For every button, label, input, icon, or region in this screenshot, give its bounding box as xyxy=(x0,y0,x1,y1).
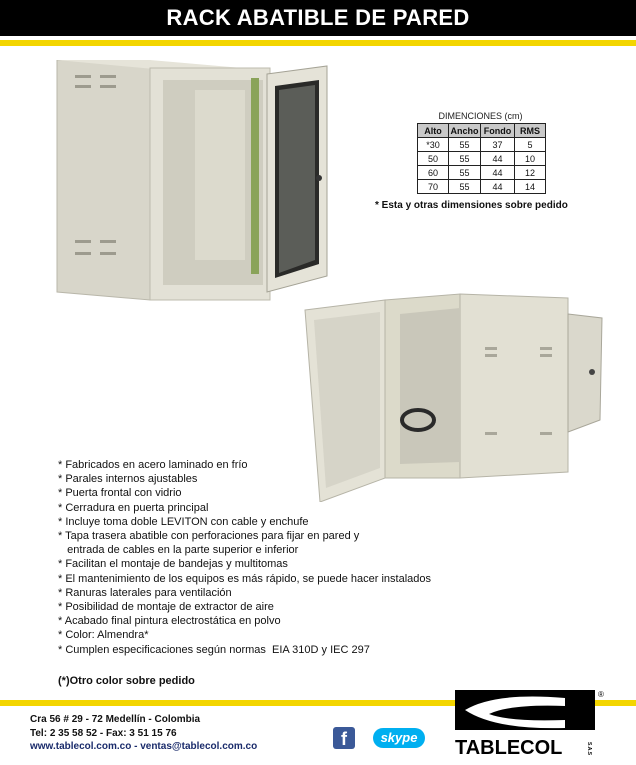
facebook-icon[interactable]: f xyxy=(333,727,355,749)
table-cell: 12 xyxy=(515,166,546,180)
list-item: * Facilitan el montaje de bandejas y multitomas xyxy=(58,558,288,571)
table-cell: 14 xyxy=(515,180,546,194)
logo-text: TABLECOL xyxy=(455,737,563,759)
list-item: * Cerradura en puerta principal xyxy=(58,501,209,514)
table-cell: 10 xyxy=(515,152,546,166)
table-cell: 5 xyxy=(515,138,546,152)
registered-mark: ® xyxy=(598,690,604,699)
logo-suffix: S.A.S xyxy=(586,742,592,756)
column-header-ancho: Ancho xyxy=(450,125,479,136)
page-title: RACK ABATIBLE DE PARED xyxy=(166,5,470,30)
column-header-rms: RMS xyxy=(515,124,546,138)
table-row xyxy=(418,138,546,152)
skype-icon[interactable]: skype xyxy=(373,728,425,748)
list-item: * Puerta frontal con vidrio xyxy=(58,487,182,500)
web-email-link[interactable]: www.tablecol.com.co - ventas@tablecol.com.co xyxy=(30,741,258,752)
list-item: * Color: Almendra* xyxy=(58,629,149,642)
list-item: * Tapa trasera abatible con perforaciones para fijar en pared y xyxy=(58,530,360,543)
dimensions-table xyxy=(417,123,546,194)
table-cell: 37 xyxy=(481,138,515,152)
list-item: * Parales internos ajustables xyxy=(58,473,198,486)
table-cell: 44 xyxy=(481,166,515,180)
column-header-fondo: Fondo xyxy=(481,124,515,138)
table-cell: 44 xyxy=(481,180,515,194)
table-cell: 44 xyxy=(481,152,515,166)
address: Cra 56 # 29 - 72 Medellín - Colombia xyxy=(30,714,201,725)
phones: Tel: 2 35 58 52 - Fax: 3 51 15 76 xyxy=(30,727,177,739)
features-list xyxy=(58,458,431,657)
list-item: * Fabricados en acero laminado en frío xyxy=(58,459,248,471)
dimensions-title: DIMENCIONES (cm) xyxy=(438,111,523,121)
rack-cabinet-front-image xyxy=(55,60,335,305)
table-cell: 60 xyxy=(418,166,449,180)
tablecol-logo xyxy=(455,690,605,760)
list-item: * Posibilidad de montaje de extractor de aire xyxy=(58,601,274,614)
table-cell: 55 xyxy=(449,138,481,152)
dimensions-note: * Esta y otras dimensiones sobre pedido xyxy=(375,200,568,211)
column-header-alto: Alto xyxy=(418,124,449,138)
table-row xyxy=(418,180,546,194)
top-yellow-stripe xyxy=(0,40,636,46)
contact-info xyxy=(30,713,257,754)
list-item: * Ranuras laterales para ventilación xyxy=(58,586,232,599)
list-item: * Cumplen especificaciones según normas EIA 310D y IEC 297 xyxy=(58,643,370,656)
table-cell: *30 xyxy=(418,138,449,152)
table-header-row xyxy=(418,124,546,138)
list-item: * Incluye toma doble LEVITON con cable y enchufe xyxy=(58,515,309,528)
table-cell: 70 xyxy=(418,180,449,194)
table-cell: 50 xyxy=(418,152,449,166)
list-item: entrada de cables en la parte superior e inferior xyxy=(58,544,299,557)
table-cell: 55 xyxy=(449,152,481,166)
table-row xyxy=(418,152,546,166)
table-row xyxy=(418,166,546,180)
header-bar xyxy=(0,0,636,36)
other-color-note: (*)Otro color sobre pedido xyxy=(58,675,195,687)
list-item: * El mantenimiento de los equipos es más rápido, se puede hacer instalados xyxy=(58,572,432,585)
list-item: * Acabado final pintura electrostática en polvo xyxy=(58,615,281,628)
table-cell: 55 xyxy=(449,166,481,180)
table-cell: 55 xyxy=(449,180,481,194)
